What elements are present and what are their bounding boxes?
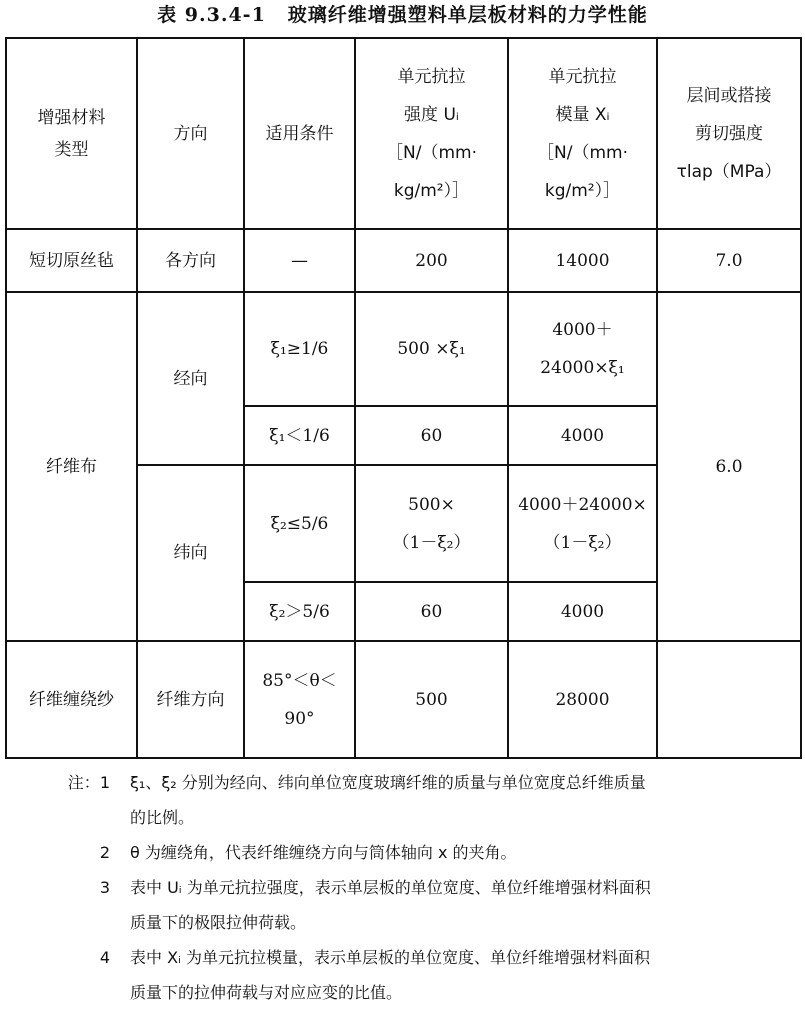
- note-text: θ 为缠绕角，代表纤维缠绕方向与筒体轴向 x 的夹角。: [130, 843, 517, 862]
- properties-table: [5, 37, 802, 759]
- cell-modulus: 14000: [508, 229, 657, 292]
- table-title-text: 玻璃纤维增强塑料单层板材料的力学性能: [287, 4, 648, 26]
- note-number: 2: [99, 843, 110, 862]
- note-item: [40, 765, 800, 835]
- note-item: [40, 940, 800, 1010]
- note-number: 3: [99, 878, 110, 897]
- header-shear-strength: 层间或搭接 剪切强度 τlap（MPa）: [657, 38, 801, 229]
- cell-shear: [657, 641, 801, 758]
- header-tensile-strength: 单元抗拉 强度 Uᵢ ［N/（mm· kg/m²）］: [355, 38, 508, 229]
- cell-direction: 纤维方向: [137, 641, 244, 758]
- cell-condition: ξ₂≤5/6: [244, 465, 355, 582]
- cell-strength: 60: [355, 406, 508, 465]
- note-number: 1: [99, 773, 110, 792]
- note-item: [40, 835, 800, 870]
- cell-modulus: 28000: [508, 641, 657, 758]
- table-number: 表 9.3.4-1: [157, 4, 266, 26]
- cell-modulus: 4000: [508, 582, 657, 641]
- notes-label: 注：: [67, 773, 100, 792]
- cell-strength: 200: [355, 229, 508, 292]
- table-notes: [40, 765, 800, 1010]
- note-number: 4: [99, 948, 110, 967]
- cell-strength: 60: [355, 582, 508, 641]
- note-text: 的比例。: [130, 808, 195, 827]
- cell-type: 纤维缠绕纱: [6, 641, 137, 758]
- header-condition: 适用条件: [244, 38, 355, 229]
- note-text: 质量下的拉伸荷载与对应应变的比值。: [130, 983, 403, 1002]
- note-text: 表中 Xᵢ 为单元抗拉模量，表示单层板的单位宽度、单位纤维增强材料面积: [130, 948, 650, 967]
- cell-condition: ξ₁＜1/6: [244, 406, 355, 465]
- header-type: 增强材料 类型: [6, 38, 137, 229]
- cell-modulus: 4000＋24000× （1－ξ₂）: [508, 465, 657, 582]
- note-item: [40, 870, 800, 940]
- note-text: 表中 Uᵢ 为单元抗拉强度，表示单层板的单位宽度、单位纤维增强材料面积: [130, 878, 651, 897]
- table-row: [6, 229, 801, 292]
- table-row: [6, 641, 801, 758]
- cell-modulus: 4000＋ 24000×ξ₁: [508, 292, 657, 406]
- cell-shear: 6.0: [657, 292, 801, 641]
- cell-type: 短切原丝毡: [6, 229, 137, 292]
- table-title: [0, 2, 805, 28]
- cell-strength: 500 ×ξ₁: [355, 292, 508, 406]
- cell-strength: 500: [355, 641, 508, 758]
- table-row: [6, 292, 801, 406]
- cell-shear: 7.0: [657, 229, 801, 292]
- cell-direction: 纬向: [137, 465, 244, 641]
- cell-condition: ξ₁≥1/6: [244, 292, 355, 406]
- cell-condition: ξ₂＞5/6: [244, 582, 355, 641]
- cell-condition: 85°＜θ＜ 90°: [244, 641, 355, 758]
- cell-condition: —: [244, 229, 355, 292]
- cell-strength: 500× （1－ξ₂）: [355, 465, 508, 582]
- note-text: ξ₁、ξ₂ 分别为经向、纬向单位宽度玻璃纤维的质量与单位宽度总纤维质量: [130, 773, 646, 792]
- cell-direction: 各方向: [137, 229, 244, 292]
- header-row: [6, 38, 801, 229]
- cell-modulus: 4000: [508, 406, 657, 465]
- cell-type: 纤维布: [6, 292, 137, 641]
- header-tensile-modulus: 单元抗拉 模量 Xᵢ ［N/（mm· kg/m²）］: [508, 38, 657, 229]
- note-text: 质量下的极限拉伸荷载。: [130, 913, 307, 932]
- header-direction: 方向: [137, 38, 244, 229]
- cell-direction: 经向: [137, 292, 244, 465]
